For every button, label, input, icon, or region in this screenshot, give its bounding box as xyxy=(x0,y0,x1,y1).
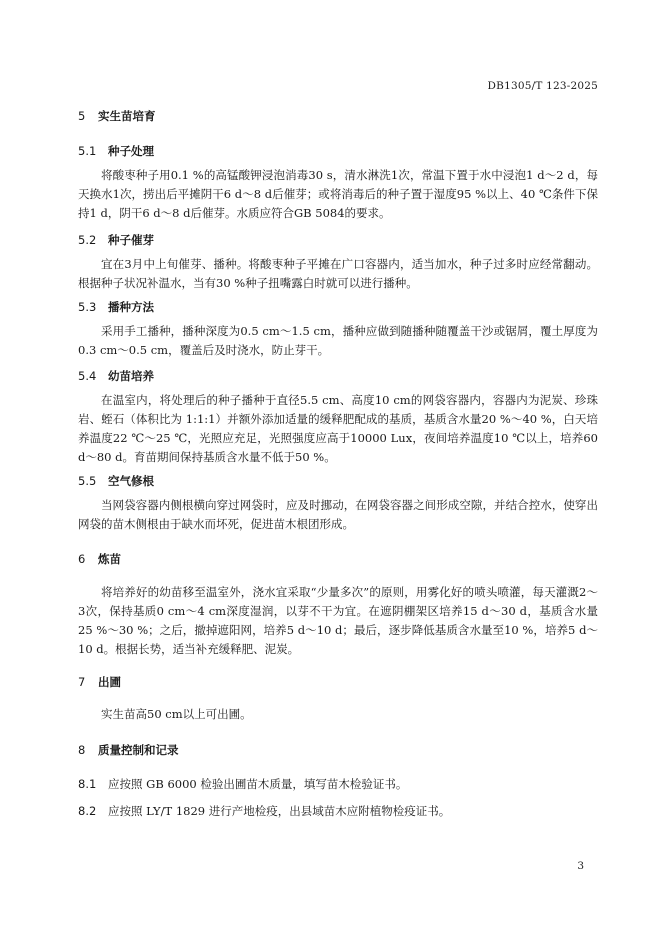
section-5-3-heading xyxy=(78,299,154,315)
section-number: 5.1 xyxy=(78,144,97,158)
section-5-heading xyxy=(78,108,156,124)
section-title: 幼苗培养 xyxy=(108,369,154,383)
section-5-2-heading xyxy=(78,232,154,248)
document-code: DB1305/T 123-2025 xyxy=(487,80,598,92)
section-5-4-paragraph: 在温室内，将处理后的种子播种于直径5.5 cm、高度10 cm的网袋容器内，容器内为泥炭、珍珠岩、蛭石（体积比为 1:1:1）并额外添加适量的缓释肥配成的基质，基质含水量20 %～40 %，白天培养温度22 ℃～25 ℃，光照应充足，光照强度应高于10000 Lux，夜间培养温度10 ℃以上，培养60 d～80 d。育苗期间保持基质含水量不低于50 %。 xyxy=(78,393,598,464)
section-5-2-paragraph: 宜在3月中上旬催芽、播种。将酸枣种子平摊在广口容器内，适当加水，种子过多时应经常翻动。根据种子状况补温水，当有30 %种子扭嘴露白时就可以进行播种。 xyxy=(78,257,598,290)
section-8-heading xyxy=(78,742,179,758)
section-title: 种子处理 xyxy=(108,144,154,158)
section-number: 5.2 xyxy=(78,233,97,247)
clause-text: 应按照 GB 6000 检验出圃苗木质量，填写苗木检验证书。 xyxy=(108,777,408,791)
clause-text: 应按照 LY/T 1829 进行产地检疫，出县域苗木应附植物检疫证书。 xyxy=(108,804,451,818)
section-7-paragraph: 实生苗高50 cm以上可出圃。 xyxy=(101,707,252,721)
section-number: 8 xyxy=(78,743,86,757)
section-title: 空气修根 xyxy=(108,474,154,488)
section-title: 炼苗 xyxy=(98,552,121,566)
section-number: 5.5 xyxy=(78,474,97,488)
section-number: 5.3 xyxy=(78,300,97,314)
section-number: 7 xyxy=(78,675,86,689)
clause-number: 8.2 xyxy=(78,804,97,818)
section-5-1-heading xyxy=(78,143,154,159)
section-7-heading xyxy=(78,674,121,690)
section-title: 质量控制和记录 xyxy=(98,743,179,757)
section-6-paragraph: 将培养好的幼苗移至温室外，浇水宜采取“少量多次”的原则，用雾化好的喷头喷灌，每天灌溉2～3次，保持基质0 cm～4 cm深度湿润，以芽不干为宜。在遮阴棚架区培养15 d～30 d，基质含水量25 %～30 %；之后，撤掉遮阳网，培养5 d～10 d；最后，逐步降低基质含水量至10 %，培养5 d～10 d。根据长势，适当补充缓释肥、泥炭。 xyxy=(78,585,598,656)
clause-number: 8.1 xyxy=(78,777,97,791)
section-5-5-paragraph: 当网袋容器内侧根横向穿过网袋时，应及时挪动，在网袋容器之间形成空隙，并结合控水，使穿出网袋的苗木侧根由于缺水而坏死，促进苗木根团形成。 xyxy=(78,498,598,531)
section-6-heading xyxy=(78,551,121,567)
section-title: 种子催芽 xyxy=(108,233,154,247)
clause-8-1 xyxy=(78,775,598,794)
section-number: 5 xyxy=(78,109,86,123)
section-5-4-heading xyxy=(78,368,154,384)
section-number: 5.4 xyxy=(78,369,97,383)
section-5-3-paragraph: 采用手工播种，播种深度为0.5 cm～1.5 cm，播种应做到随播种随覆盖干沙或锯屑，覆土厚度为0.3 cm～0.5 cm，覆盖后及时浇水，防止芽干。 xyxy=(78,324,598,357)
section-number: 6 xyxy=(78,552,86,566)
section-title: 出圃 xyxy=(98,675,121,689)
section-title: 播种方法 xyxy=(108,300,154,314)
clause-8-2 xyxy=(78,802,598,821)
section-title: 实生苗培育 xyxy=(98,109,156,123)
section-5-5-heading xyxy=(78,473,154,489)
section-5-1-paragraph: 将酸枣种子用0.1 %的高锰酸钾浸泡消毒30 s，清水淋洗1次，常温下置于水中浸泡1 d～2 d，每天换水1次，捞出后平摊阴干6 d～8 d后催芽；或将消毒后的种子置于湿度95 %以上、40 ℃条件下保持1 d，阴干6 d～8 d后催芽。水质应符合GB 5084的要求。 xyxy=(78,168,598,220)
page-number: 3 xyxy=(577,860,584,872)
